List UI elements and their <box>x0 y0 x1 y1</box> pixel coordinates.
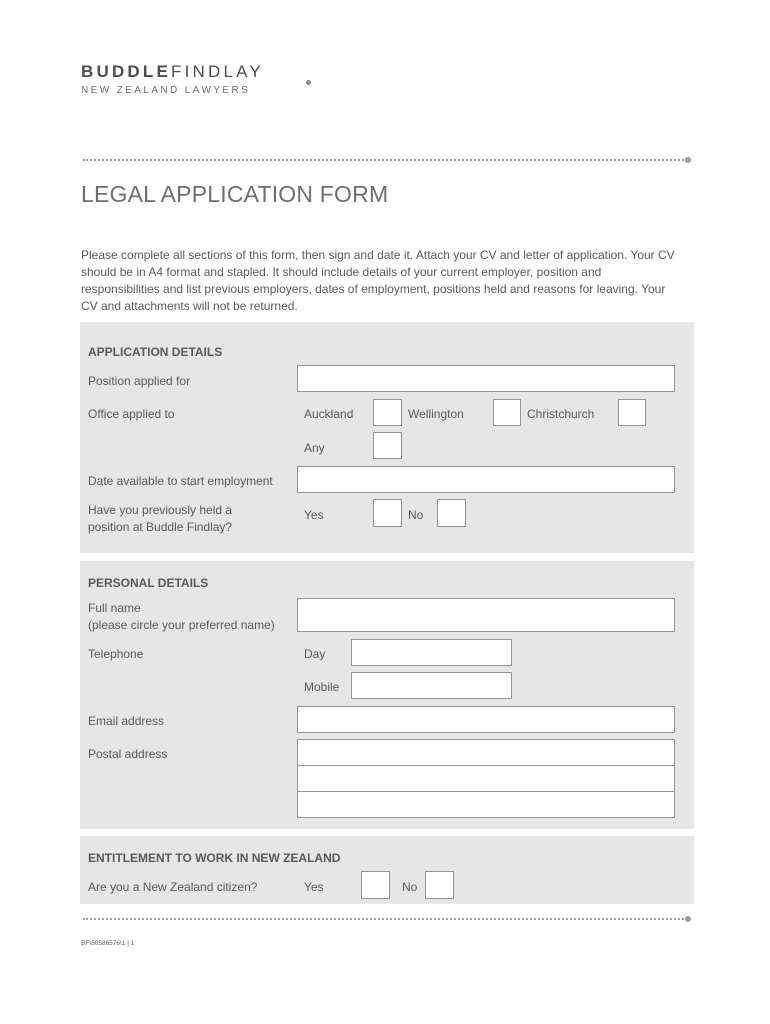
office-auckland-label: Auckland <box>304 407 354 421</box>
office-label: Office applied to <box>88 407 175 421</box>
personal-details-heading: PERSONAL DETAILS <box>88 576 209 590</box>
full-name-label <box>88 600 275 634</box>
mobile-phone-input[interactable] <box>351 672 512 699</box>
previous-no-label: No <box>408 508 424 522</box>
postal-address-line2-input[interactable] <box>297 765 675 792</box>
office-christchurch-checkbox[interactable] <box>618 399 646 426</box>
postal-address-line3-input[interactable] <box>297 791 675 818</box>
citizen-yes-label: Yes <box>304 880 324 894</box>
company-logo <box>81 62 264 82</box>
postal-address-line1-input[interactable] <box>297 739 675 766</box>
page-title: LEGAL APPLICATION FORM <box>81 181 389 207</box>
logo-tagline: NEW ZEALAND LAWYERS <box>81 85 251 96</box>
position-input[interactable] <box>297 365 675 392</box>
citizen-no-label: No <box>402 880 418 894</box>
day-phone-label: Day <box>304 647 326 661</box>
office-auckland-checkbox[interactable] <box>373 399 402 426</box>
office-any-label: Any <box>304 441 325 455</box>
office-christchurch-label: Christchurch <box>527 407 595 421</box>
telephone-label: Telephone <box>88 647 144 661</box>
previous-no-checkbox[interactable] <box>437 499 466 527</box>
document-reference: BF\50586576\1 | 1 <box>81 940 135 947</box>
mobile-phone-label: Mobile <box>304 680 340 694</box>
office-wellington-checkbox[interactable] <box>493 399 521 426</box>
full-name-label-line1: Full name <box>88 601 141 615</box>
day-phone-input[interactable] <box>351 639 512 666</box>
previous-yes-checkbox[interactable] <box>373 499 402 527</box>
application-details-heading: APPLICATION DETAILS <box>88 345 223 359</box>
position-label: Position applied for <box>88 374 191 388</box>
top-divider-end-icon <box>685 157 691 163</box>
logo-word-findlay: FINDLAY <box>171 62 264 81</box>
logo-word-buddle: BUDDLE <box>81 62 172 81</box>
email-input[interactable] <box>297 706 675 733</box>
top-divider <box>83 159 687 161</box>
full-name-label-line2: (please circle your preferred name) <box>88 618 275 632</box>
previous-position-label-line1: Have you previously held a <box>88 503 233 517</box>
previous-position-label <box>88 502 232 536</box>
full-name-input[interactable] <box>297 598 675 632</box>
office-wellington-label: Wellington <box>408 407 464 421</box>
citizen-label: Are you a New Zealand citizen? <box>88 880 258 894</box>
date-available-label: Date available to start employment <box>88 474 273 488</box>
previous-yes-label: Yes <box>304 508 324 522</box>
entitlement-heading: ENTITLEMENT TO WORK IN NEW ZEALAND <box>88 851 341 865</box>
office-any-checkbox[interactable] <box>373 432 402 459</box>
bottom-divider-end-icon <box>685 916 691 922</box>
logo-dot-icon <box>306 80 311 85</box>
intro-paragraph: Please complete all sections of this form, then sign and date it. Attach your CV and letter of application. Your CV should be in A4 format and stapled. It should include details of your current employer, position and responsibilities and list previous employers, dates of employment, positions held and reasons for leaving. Your CV and attachments will not be returned. <box>81 248 675 313</box>
postal-address-label: Postal address <box>88 747 168 761</box>
date-available-input[interactable] <box>297 466 675 493</box>
email-label: Email address <box>88 714 165 728</box>
previous-position-label-line2: position at Buddle Findlay? <box>88 520 233 534</box>
citizen-yes-checkbox[interactable] <box>361 871 390 899</box>
bottom-divider <box>83 918 687 920</box>
citizen-no-checkbox[interactable] <box>425 871 454 899</box>
